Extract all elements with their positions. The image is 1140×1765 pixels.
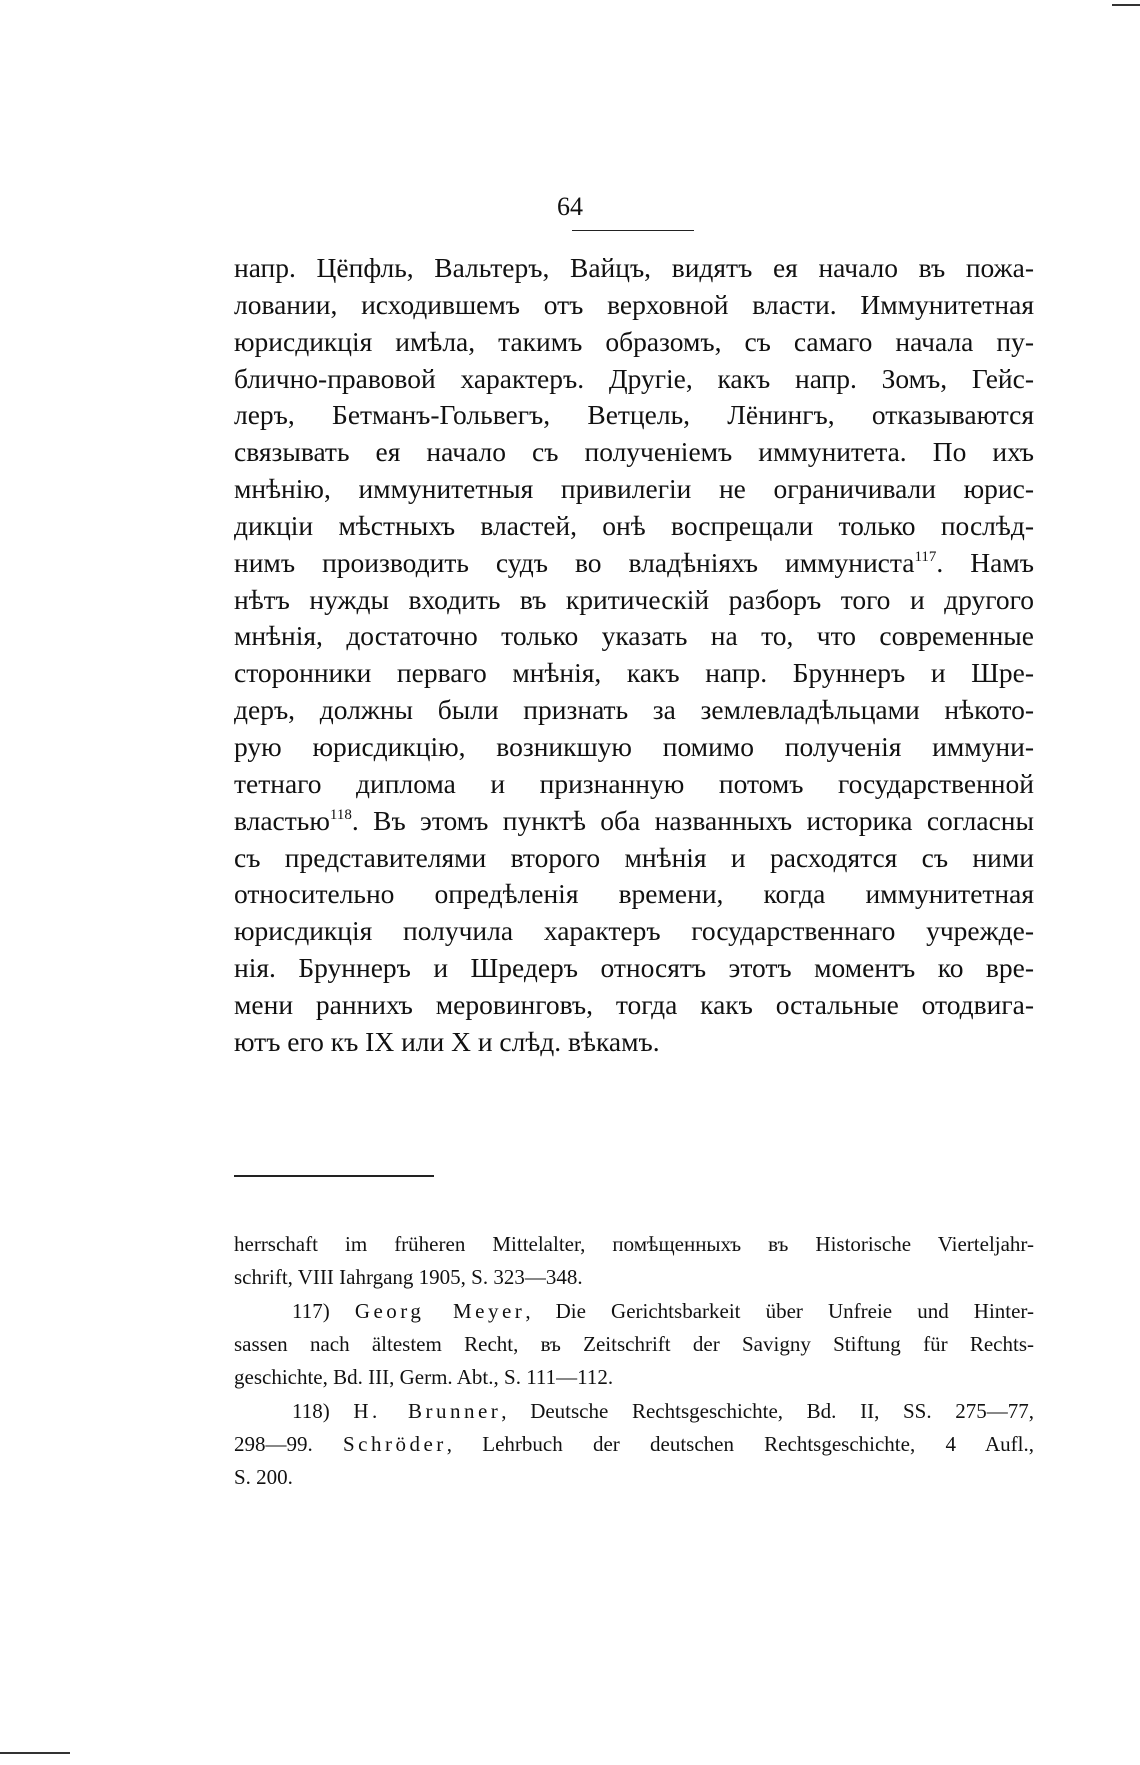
footnote-ref-117[interactable]: 117	[914, 548, 937, 565]
text-line: тетнаго диплома и признанную потомъ государственной	[234, 767, 1034, 799]
footnote-author: H. Brunner	[353, 1398, 502, 1423]
text-line: леръ, Бетманъ-Гольвегъ, Ветцель, Лёнингъ, отказываются	[234, 399, 1034, 431]
text-line: связывать ея начало съ полученіемъ иммунитета. По ихъ	[234, 436, 1034, 468]
text-segment: . Намъ	[936, 546, 1034, 578]
footnote-ref-118[interactable]: 118	[329, 806, 352, 823]
footnote-separator	[234, 1175, 434, 1177]
footnote-text: , Die Gerichtsbarkeit über Unfreie und Hinter-	[525, 1298, 1034, 1323]
text-line: сторонники перваго мнѣнія, какъ напр. Бруннеръ и Шре-	[234, 657, 1034, 689]
text-line: дикціи мѣстныхъ властей, онѣ воспрещали только послѣд-	[234, 509, 1034, 541]
footnote-number: 118)	[292, 1398, 330, 1423]
text-line	[234, 545, 1034, 582]
text-line: ловании, исходившемъ отъ верховной власти. Иммунитетная	[234, 288, 1034, 320]
text-line: блично-правовой характеръ. Другіе, какъ напр. Зомъ, Гейс-	[234, 362, 1034, 394]
footnote-continuation-line: schrift, VIII Iahrgang 1905, S. 323—348.	[234, 1265, 583, 1290]
footnote-118	[234, 1395, 1034, 1428]
footnote-118-line: S. 200.	[234, 1465, 293, 1490]
text-line: юрисдикція получила характеръ государственнаго учрежде-	[234, 915, 1034, 947]
text-line: нѣтъ нужды входить въ критическій разборъ того и другого	[234, 583, 1034, 615]
text-line: напр. Цёпфль, Вальтеръ, Вайцъ, видятъ ея начало въ пожа-	[234, 252, 1034, 283]
footnote-author: Schröder	[342, 1432, 447, 1457]
text-line: юрисдикція имѣла, такимъ образомъ, съ самаго начала пу-	[234, 325, 1034, 357]
footnote-118-line	[234, 1428, 1034, 1461]
text-segment: нимъ производить судъ во владѣніяхъ иммуниста	[234, 546, 915, 578]
scan-mark-bottom-left	[0, 1752, 70, 1754]
text-line: деръ, должны были признать за землевладѣльцами нѣкото-	[234, 694, 1034, 726]
text-segment: . Въ этомъ пунктѣ оба названныхъ историка согласны	[351, 804, 1034, 836]
footnote-text: , Lehrbuch der deutschen Rechtsgeschichte, 4 Aufl.,	[446, 1432, 1034, 1457]
footnote-text: 298—99.	[234, 1432, 313, 1457]
text-line: съ представителями второго мнѣнія и расходятся съ ними	[234, 841, 1034, 873]
footnote-117	[234, 1295, 1034, 1328]
footnote-number: 117)	[292, 1298, 330, 1323]
text-line: нія. Бруннеръ и Шредеръ относятъ этотъ моментъ ко вре-	[234, 952, 1034, 984]
footnote-text: , Deutsche Rechtsgeschichte, Bd. II, SS. 275—77,	[501, 1398, 1034, 1423]
text-line: ютъ его къ IX или X и слѣд. вѣкамъ.	[234, 1025, 660, 1057]
text-line: мени раннихъ меровинговъ, тогда какъ остальные отодвига-	[234, 988, 1034, 1020]
text-line: мнѣнія, достаточно только указать на то, что современные	[234, 620, 1034, 652]
page-number: 64	[557, 192, 583, 221]
text-line: рую юрисдикцію, возникшую помимо полученія иммуни-	[234, 730, 1034, 762]
page-number-rule	[572, 230, 694, 231]
main-text	[234, 250, 1034, 1061]
footnotes	[234, 1228, 1034, 1495]
footnote-author: Georg Meyer	[354, 1298, 526, 1323]
text-segment: властью	[234, 804, 330, 836]
text-line	[234, 803, 1034, 840]
text-line: мнѣнію, иммунитетныя привилегіи не ограничивали юрис-	[234, 473, 1034, 505]
footnote-117-line: geschichte, Bd. III, Germ. Abt., S. 111—112.	[234, 1365, 614, 1390]
footnote-117-line: sassen nach ältestem Recht, въ Zeitschrift der Savigny Stiftung für Rechts-	[234, 1332, 1034, 1357]
footnote-continuation-line: herrschaft im früheren Mittelalter, помѣщенныхъ въ Historische Vierteljahr-	[234, 1232, 1034, 1256]
scan-mark-top-right	[1112, 4, 1140, 6]
text-line: относительно опредѣленія времени, когда иммунитетная	[234, 878, 1034, 910]
